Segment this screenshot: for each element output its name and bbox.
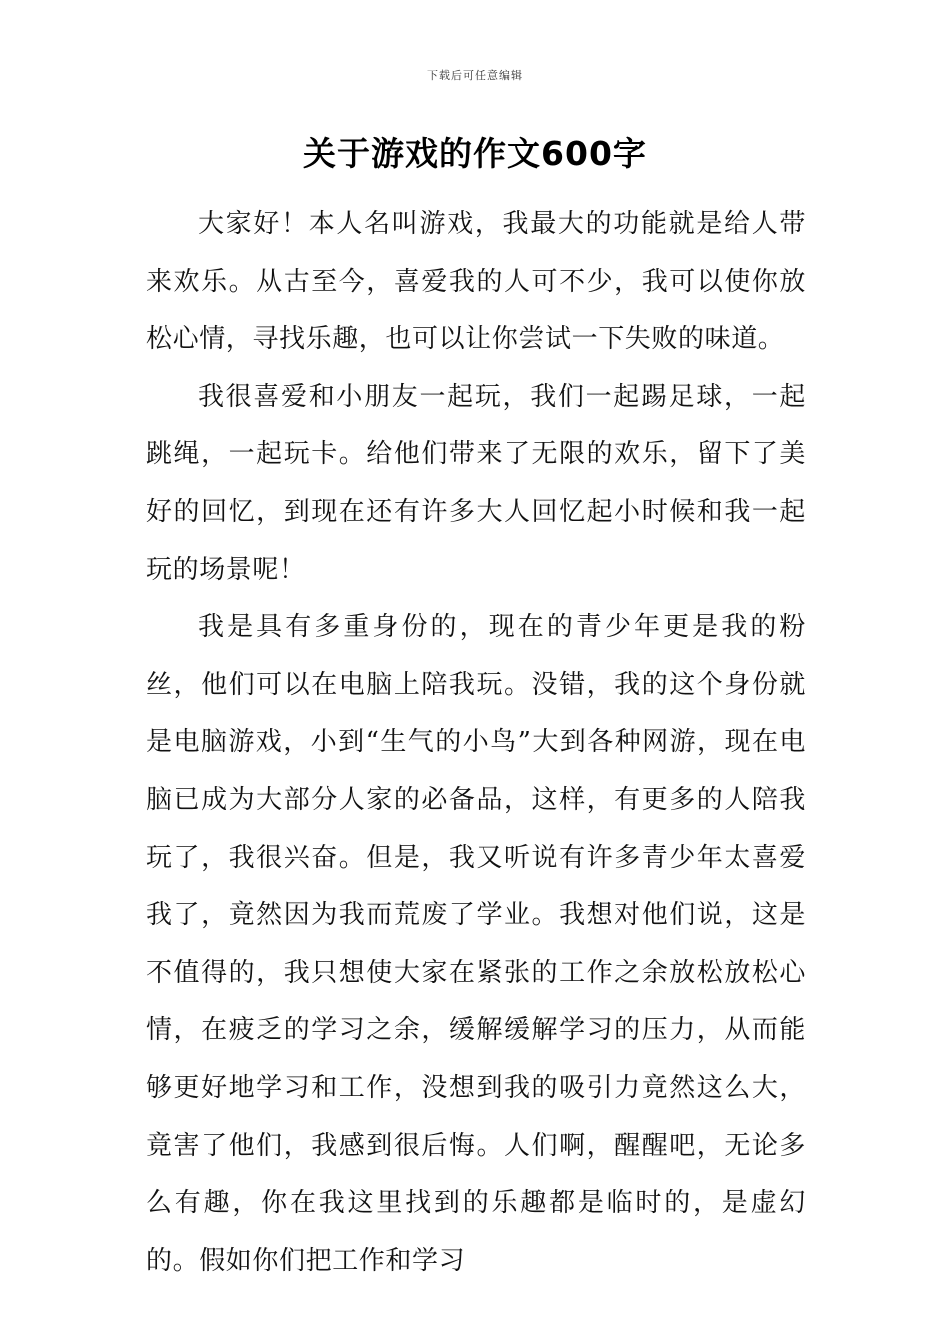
paragraph-3: 我是具有多重身份的，现在的青少年更是我的粉丝，他们可以在电脑上陪我玩。没错，我的这个身份就是电脑游戏，小到“生气的小鸟”大到各种网游，现在电脑已成为大部分人家的必备品，这样，有更多的人陪我玩了，我很兴奋。但是，我又听说有许多青少年太喜爱我了，竟然因为我而荒废了学业。我想对他们说，这是不值得的，我只想使大家在紧张的工作之余放松放松心情，在疲乏的学习之余，缓解缓解学习的压力，从而能够更好地学习和工作，没想到我的吸引力竟然这么大，竟害了他们，我感到很后悔。人们啊，醒醒吧，无论多么有趣，你在我这里找到的乐趣都是临时的，是虚幻的。假如你们把工作和学习	[146, 612, 806, 1276]
header-note: 下载后可任意编辑	[427, 69, 523, 82]
page-title: 关于游戏的作文600字	[303, 134, 647, 173]
essay-body	[146, 196, 806, 1290]
paragraph-1: 大家好！本人名叫游戏，我最大的功能就是给人带来欢乐。从古至今，喜爱我的人可不少，我可以使你放松心情，寻找乐趣，也可以让你尝试一下失败的味道。	[146, 209, 806, 355]
paragraph-2: 我很喜爱和小朋友一起玩，我们一起踢足球，一起跳绳，一起玩卡。给他们带来了无限的欢乐，留下了美好的回忆，到现在还有许多大人回忆起小时候和我一起玩的场景呢！	[146, 381, 806, 585]
